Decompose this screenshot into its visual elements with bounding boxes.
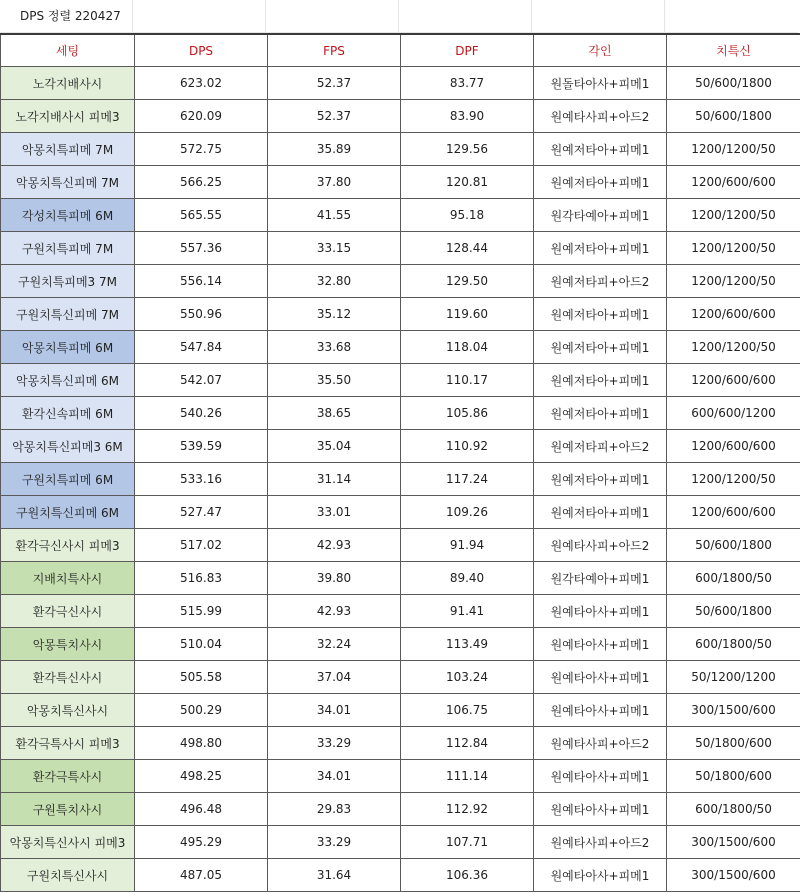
fps-cell[interactable]: 33.68 bbox=[268, 331, 401, 364]
fps-cell[interactable]: 33.29 bbox=[268, 727, 401, 760]
setting-cell[interactable]: 노각지배사시 bbox=[1, 67, 135, 100]
fps-cell[interactable]: 37.80 bbox=[268, 166, 401, 199]
setting-cell[interactable]: 구원특치사시 bbox=[1, 793, 135, 826]
stats-cell[interactable]: 600/1800/50 bbox=[667, 628, 800, 661]
stats-cell[interactable]: 600/1800/50 bbox=[667, 793, 800, 826]
setting-cell[interactable]: 악몽치특신사시 피메3 bbox=[1, 826, 135, 859]
dpf-cell[interactable]: 110.17 bbox=[401, 364, 534, 397]
fps-cell[interactable]: 33.01 bbox=[268, 496, 401, 529]
dps-cell[interactable]: 556.14 bbox=[135, 265, 268, 298]
table-row bbox=[1, 199, 800, 232]
dpf-cell[interactable]: 95.18 bbox=[401, 199, 534, 232]
engrave-cell[interactable]: 원예타사피+아드2 bbox=[534, 727, 667, 760]
dps-cell[interactable]: 516.83 bbox=[135, 562, 268, 595]
fps-cell[interactable]: 41.55 bbox=[268, 199, 401, 232]
dps-cell[interactable]: 539.59 bbox=[135, 430, 268, 463]
engrave-cell[interactable]: 원각타예아+피메1 bbox=[534, 562, 667, 595]
empty-cell[interactable] bbox=[532, 0, 665, 33]
fps-cell[interactable]: 34.01 bbox=[268, 694, 401, 727]
engrave-cell[interactable]: 원예타아사+피메1 bbox=[534, 760, 667, 793]
engrave-cell[interactable]: 원예타아사+피메1 bbox=[534, 661, 667, 694]
empty-cell[interactable] bbox=[266, 0, 399, 33]
dpf-cell[interactable]: 111.14 bbox=[401, 760, 534, 793]
table-row bbox=[1, 760, 800, 793]
fps-cell[interactable]: 38.65 bbox=[268, 397, 401, 430]
header-dps[interactable]: DPS bbox=[135, 34, 268, 67]
dps-cell[interactable]: 540.26 bbox=[135, 397, 268, 430]
table-row bbox=[1, 232, 800, 265]
setting-cell[interactable]: 악몽치특피메 7M bbox=[1, 133, 135, 166]
stats-cell[interactable]: 600/1800/50 bbox=[667, 562, 800, 595]
stats-cell[interactable]: 50/600/1800 bbox=[667, 595, 800, 628]
stats-cell[interactable]: 1200/600/600 bbox=[667, 298, 800, 331]
dpf-cell[interactable]: 106.36 bbox=[401, 859, 534, 892]
engrave-cell[interactable]: 원예타사피+아드2 bbox=[534, 826, 667, 859]
table-row bbox=[1, 166, 800, 199]
dpf-cell[interactable]: 129.56 bbox=[401, 133, 534, 166]
table-row bbox=[1, 397, 800, 430]
fps-cell[interactable]: 33.15 bbox=[268, 232, 401, 265]
dps-cell[interactable]: 495.29 bbox=[135, 826, 268, 859]
engrave-cell[interactable]: 원예저타피+아드2 bbox=[534, 265, 667, 298]
engrave-cell[interactable]: 원예저타아+피메1 bbox=[534, 232, 667, 265]
dps-cell[interactable]: 496.48 bbox=[135, 793, 268, 826]
stats-cell[interactable]: 50/600/1800 bbox=[667, 529, 800, 562]
dps-cell[interactable]: 505.58 bbox=[135, 661, 268, 694]
dps-cell[interactable]: 547.84 bbox=[135, 331, 268, 364]
setting-cell[interactable]: 환각극특사시 피메3 bbox=[1, 727, 135, 760]
dps-cell[interactable]: 498.80 bbox=[135, 727, 268, 760]
header-row bbox=[1, 34, 800, 67]
table-row bbox=[1, 331, 800, 364]
setting-cell[interactable]: 환각신속피메 6M bbox=[1, 397, 135, 430]
fps-cell[interactable]: 52.37 bbox=[268, 100, 401, 133]
engrave-cell[interactable]: 원예저타아+피메1 bbox=[534, 166, 667, 199]
fps-cell[interactable]: 31.14 bbox=[268, 463, 401, 496]
dpf-cell[interactable]: 83.90 bbox=[401, 100, 534, 133]
stats-cell[interactable]: 1200/600/600 bbox=[667, 166, 800, 199]
table-row bbox=[1, 265, 800, 298]
table-row bbox=[1, 694, 800, 727]
table-row bbox=[1, 298, 800, 331]
engrave-cell[interactable]: 원예타아사+피메1 bbox=[534, 859, 667, 892]
setting-cell[interactable]: 각성치특피메 6M bbox=[1, 199, 135, 232]
header-dpf[interactable]: DPF bbox=[401, 34, 534, 67]
dps-cell[interactable]: 515.99 bbox=[135, 595, 268, 628]
dps-cell[interactable]: 623.02 bbox=[135, 67, 268, 100]
empty-cell[interactable] bbox=[399, 0, 532, 33]
dps-cell[interactable]: 620.09 bbox=[135, 100, 268, 133]
engrave-cell[interactable]: 원예저타피+아드2 bbox=[534, 430, 667, 463]
dpf-cell[interactable]: 89.40 bbox=[401, 562, 534, 595]
header-fps[interactable]: FPS bbox=[268, 34, 401, 67]
engrave-cell[interactable]: 원예타사피+아드2 bbox=[534, 529, 667, 562]
fps-cell[interactable]: 52.37 bbox=[268, 67, 401, 100]
table-row bbox=[1, 67, 800, 100]
setting-cell[interactable]: 악몽치특신피메3 6M bbox=[1, 430, 135, 463]
stats-cell[interactable]: 1200/1200/50 bbox=[667, 199, 800, 232]
engrave-cell[interactable]: 원예저타아+피메1 bbox=[534, 496, 667, 529]
dpf-cell[interactable]: 128.44 bbox=[401, 232, 534, 265]
fps-cell[interactable]: 32.24 bbox=[268, 628, 401, 661]
header-setting[interactable]: 세팅 bbox=[1, 34, 135, 67]
table-row bbox=[1, 562, 800, 595]
dps-cell[interactable]: 533.16 bbox=[135, 463, 268, 496]
header-stats[interactable]: 치특신 bbox=[667, 34, 800, 67]
dpf-cell[interactable]: 106.75 bbox=[401, 694, 534, 727]
fps-cell[interactable]: 42.93 bbox=[268, 595, 401, 628]
dps-cell[interactable]: 527.47 bbox=[135, 496, 268, 529]
header-engrave[interactable]: 각인 bbox=[534, 34, 667, 67]
table-row bbox=[1, 628, 800, 661]
fps-cell[interactable]: 39.80 bbox=[268, 562, 401, 595]
dpf-cell[interactable]: 105.86 bbox=[401, 397, 534, 430]
setting-cell[interactable]: 구원치특신피메 7M bbox=[1, 298, 135, 331]
dps-table bbox=[0, 33, 800, 892]
fps-cell[interactable]: 29.83 bbox=[268, 793, 401, 826]
sheet-title: DPS 정렬 220427 bbox=[20, 9, 121, 23]
dps-cell[interactable]: 510.04 bbox=[135, 628, 268, 661]
stats-cell[interactable]: 50/1800/600 bbox=[667, 760, 800, 793]
table-row bbox=[1, 727, 800, 760]
dps-cell[interactable]: 565.55 bbox=[135, 199, 268, 232]
stats-cell[interactable]: 50/600/1800 bbox=[667, 67, 800, 100]
title-row bbox=[0, 0, 800, 33]
dps-cell[interactable]: 572.75 bbox=[135, 133, 268, 166]
engrave-cell[interactable]: 원각타예아+피메1 bbox=[534, 199, 667, 232]
stats-cell[interactable]: 300/1500/600 bbox=[667, 826, 800, 859]
dps-cell[interactable]: 550.96 bbox=[135, 298, 268, 331]
stats-cell[interactable]: 1200/600/600 bbox=[667, 430, 800, 463]
stats-cell[interactable]: 1200/1200/50 bbox=[667, 232, 800, 265]
stats-cell[interactable]: 1200/600/600 bbox=[667, 496, 800, 529]
dpf-cell[interactable]: 113.49 bbox=[401, 628, 534, 661]
table-body bbox=[1, 67, 800, 892]
setting-cell[interactable]: 악몽치특피메 6M bbox=[1, 331, 135, 364]
dpf-cell[interactable]: 129.50 bbox=[401, 265, 534, 298]
dps-cell[interactable]: 557.36 bbox=[135, 232, 268, 265]
stats-cell[interactable]: 1200/1200/50 bbox=[667, 133, 800, 166]
stats-cell[interactable]: 1200/1200/50 bbox=[667, 265, 800, 298]
fps-cell[interactable]: 35.12 bbox=[268, 298, 401, 331]
table-row bbox=[1, 859, 800, 892]
setting-cell[interactable]: 구원치특피메 6M bbox=[1, 463, 135, 496]
setting-cell[interactable]: 악몽치특신사시 bbox=[1, 694, 135, 727]
stats-cell[interactable]: 300/1500/600 bbox=[667, 859, 800, 892]
dpf-cell[interactable]: 83.77 bbox=[401, 67, 534, 100]
dpf-cell[interactable]: 91.94 bbox=[401, 529, 534, 562]
engrave-cell[interactable]: 원예저타아+피메1 bbox=[534, 364, 667, 397]
stats-cell[interactable]: 1200/1200/50 bbox=[667, 331, 800, 364]
fps-cell[interactable]: 37.04 bbox=[268, 661, 401, 694]
engrave-cell[interactable]: 원돌타아사+피메1 bbox=[534, 67, 667, 100]
dpf-cell[interactable]: 112.84 bbox=[401, 727, 534, 760]
dpf-cell[interactable]: 109.26 bbox=[401, 496, 534, 529]
stats-cell[interactable]: 50/1800/600 bbox=[667, 727, 800, 760]
table-row bbox=[1, 793, 800, 826]
engrave-cell[interactable]: 원예타아사+피메1 bbox=[534, 628, 667, 661]
engrave-cell[interactable]: 원예저타아+피메1 bbox=[534, 133, 667, 166]
setting-cell[interactable]: 환각극신사시 bbox=[1, 595, 135, 628]
fps-cell[interactable]: 42.93 bbox=[268, 529, 401, 562]
setting-cell[interactable]: 악몽특치사시 bbox=[1, 628, 135, 661]
setting-cell[interactable]: 환각극신사시 피메3 bbox=[1, 529, 135, 562]
engrave-cell[interactable]: 원예저타아+피메1 bbox=[534, 298, 667, 331]
setting-cell[interactable]: 환각특신사시 bbox=[1, 661, 135, 694]
setting-cell[interactable]: 구원치특신피메 6M bbox=[1, 496, 135, 529]
dps-cell[interactable]: 517.02 bbox=[135, 529, 268, 562]
setting-cell[interactable]: 악몽치특신피메 7M bbox=[1, 166, 135, 199]
dpf-cell[interactable]: 103.24 bbox=[401, 661, 534, 694]
table-row bbox=[1, 826, 800, 859]
engrave-cell[interactable]: 원예저타아+피메1 bbox=[534, 397, 667, 430]
table-row bbox=[1, 364, 800, 397]
engrave-cell[interactable]: 원예타아사+피메1 bbox=[534, 793, 667, 826]
engrave-cell[interactable]: 원예저타아+피메1 bbox=[534, 463, 667, 496]
dpf-cell[interactable]: 119.60 bbox=[401, 298, 534, 331]
fps-cell[interactable]: 35.50 bbox=[268, 364, 401, 397]
table-row bbox=[1, 529, 800, 562]
engrave-cell[interactable]: 원예저타아+피메1 bbox=[534, 331, 667, 364]
table-row bbox=[1, 496, 800, 529]
title-cell[interactable] bbox=[0, 0, 133, 33]
stats-cell[interactable]: 1200/600/600 bbox=[667, 364, 800, 397]
dpf-cell[interactable]: 120.81 bbox=[401, 166, 534, 199]
fps-cell[interactable]: 35.04 bbox=[268, 430, 401, 463]
fps-cell[interactable]: 34.01 bbox=[268, 760, 401, 793]
stats-cell[interactable]: 1200/1200/50 bbox=[667, 463, 800, 496]
table-row bbox=[1, 100, 800, 133]
stats-cell[interactable]: 300/1500/600 bbox=[667, 694, 800, 727]
table-row bbox=[1, 133, 800, 166]
dpf-cell[interactable]: 118.04 bbox=[401, 331, 534, 364]
engrave-cell[interactable]: 원예타사피+아드2 bbox=[534, 100, 667, 133]
dpf-cell[interactable]: 107.71 bbox=[401, 826, 534, 859]
dps-cell[interactable]: 542.07 bbox=[135, 364, 268, 397]
table-row bbox=[1, 430, 800, 463]
empty-cell[interactable] bbox=[133, 0, 266, 33]
dps-cell[interactable]: 498.25 bbox=[135, 760, 268, 793]
dpf-cell[interactable]: 112.92 bbox=[401, 793, 534, 826]
stats-cell[interactable]: 50/600/1800 bbox=[667, 100, 800, 133]
dps-cell[interactable]: 487.05 bbox=[135, 859, 268, 892]
setting-cell[interactable]: 악몽치특신피메 6M bbox=[1, 364, 135, 397]
empty-cell[interactable] bbox=[665, 0, 798, 33]
table-row bbox=[1, 595, 800, 628]
dpf-cell[interactable]: 117.24 bbox=[401, 463, 534, 496]
setting-cell[interactable]: 구원치특신사시 bbox=[1, 859, 135, 892]
fps-cell[interactable]: 33.29 bbox=[268, 826, 401, 859]
dps-cell[interactable]: 500.29 bbox=[135, 694, 268, 727]
dpf-cell[interactable]: 110.92 bbox=[401, 430, 534, 463]
dps-cell[interactable]: 566.25 bbox=[135, 166, 268, 199]
table-row bbox=[1, 463, 800, 496]
stats-cell[interactable]: 600/600/1200 bbox=[667, 397, 800, 430]
setting-cell[interactable]: 환각극특사시 bbox=[1, 760, 135, 793]
fps-cell[interactable]: 35.89 bbox=[268, 133, 401, 166]
stats-cell[interactable]: 50/1200/1200 bbox=[667, 661, 800, 694]
engrave-cell[interactable]: 원예타아사+피메1 bbox=[534, 595, 667, 628]
engrave-cell[interactable]: 원예타아사+피메1 bbox=[534, 694, 667, 727]
fps-cell[interactable]: 31.64 bbox=[268, 859, 401, 892]
table-row bbox=[1, 661, 800, 694]
setting-cell[interactable]: 구원치특피메 7M bbox=[1, 232, 135, 265]
setting-cell[interactable]: 지배치특사시 bbox=[1, 562, 135, 595]
setting-cell[interactable]: 노각지배사시 피메3 bbox=[1, 100, 135, 133]
dpf-cell[interactable]: 91.41 bbox=[401, 595, 534, 628]
fps-cell[interactable]: 32.80 bbox=[268, 265, 401, 298]
setting-cell[interactable]: 구원치특피메3 7M bbox=[1, 265, 135, 298]
